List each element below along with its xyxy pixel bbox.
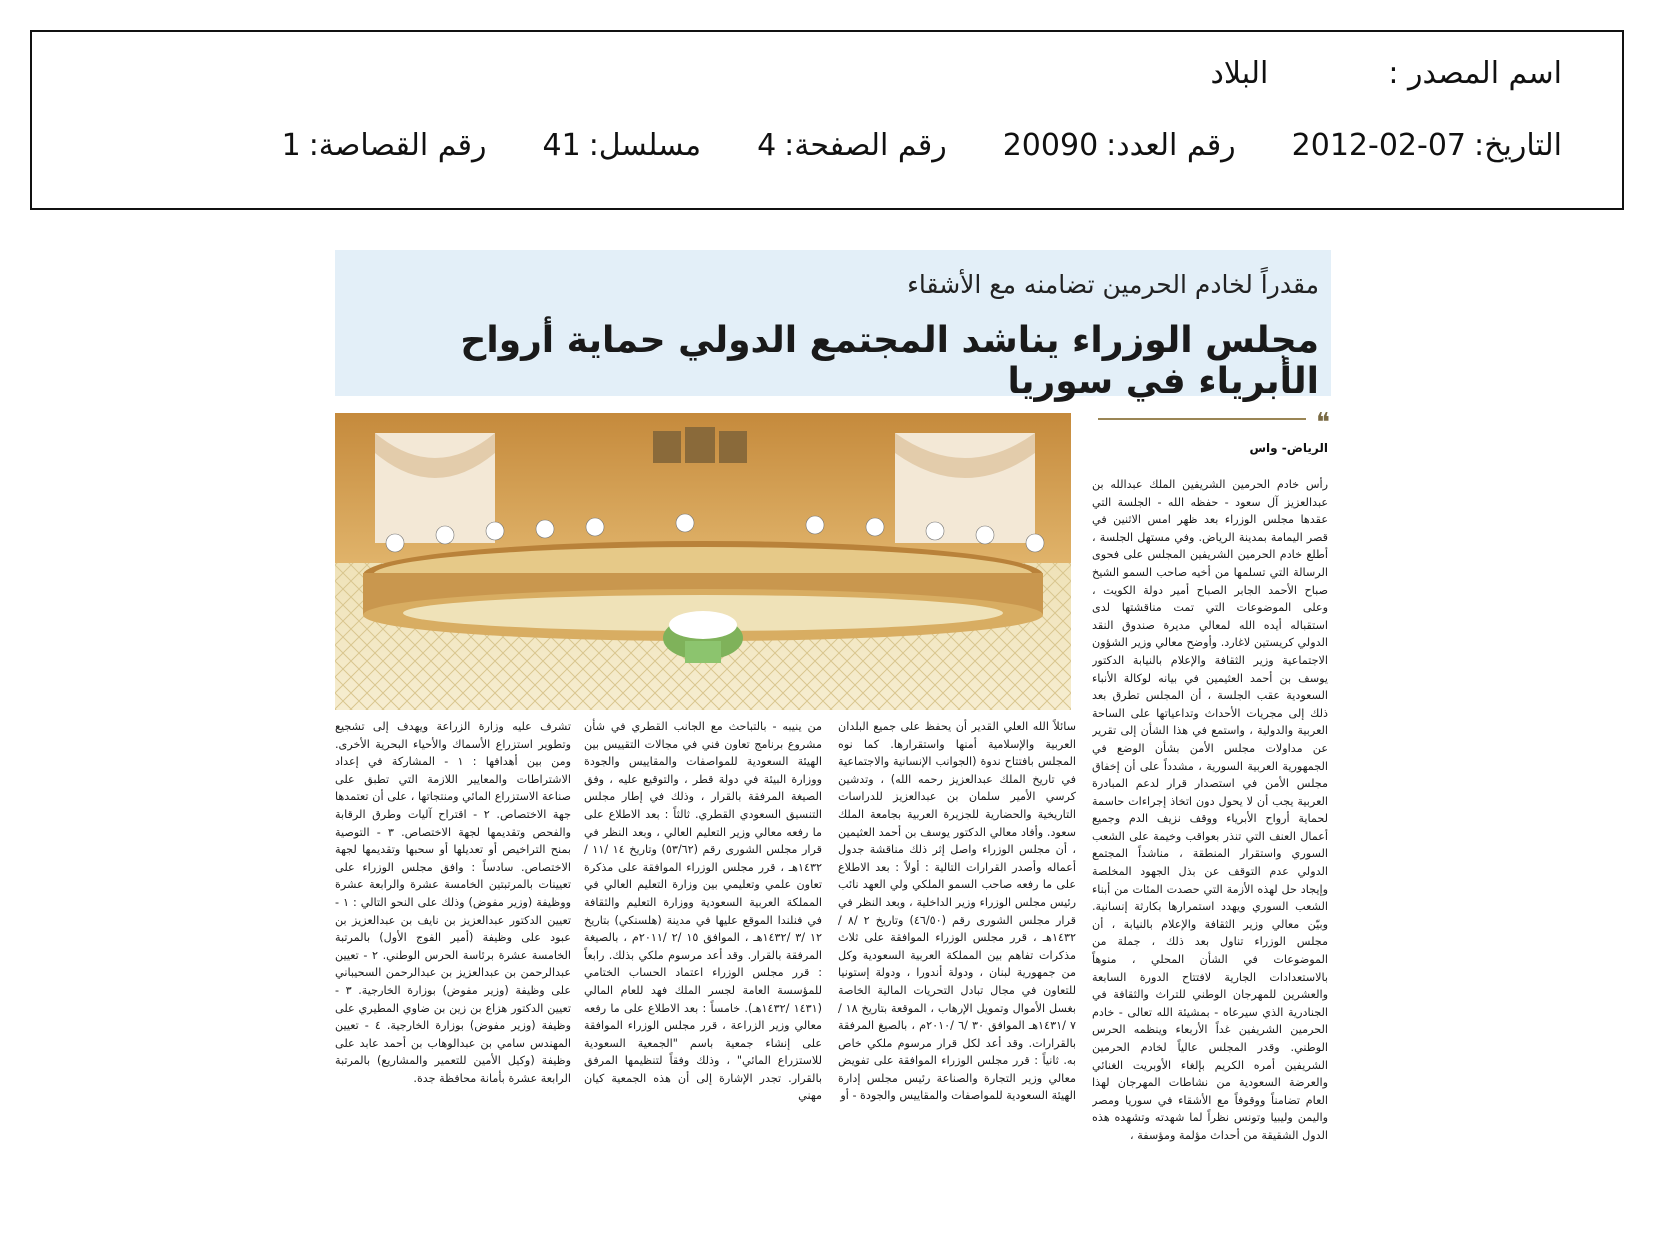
headline-banner — [335, 250, 1331, 402]
column-3-text: من ينيبه - بالتباحث مع الجانب القطري في شأن مشروع برنامج تعاون فني في مجالات التقييس بين الهيئة السعودية للمواصفات والمقاييس والجودة ووزارة البيئة في دولة قطر ، والتوقيع عليه ، وفق الصيغة المرفقة بالقرار ، وذلك في إطار مجلس التنسيق السعودي القطري. ثالثاً : بعد الاطلاع على ما رفعه معالي وزير التعليم العالي ، وبعد النظر في قرار مجلس الشورى رقم (٥٣/٦٢) وتاريخ ١٤ /١١ /١٤٣٢هـ ، قرر مجلس الوزراء الموافقة على مذكرة تعاون علمي وتعليمي بين وزارة التعليم العالي في المملكة العربية السعودية ووزارة التعليم والثقافة في فنلندا الموقع عليها في مدينة (هلسنكي) بتاريخ ١٢ /٣ /١٤٣٢هـ ، الموافق ١٥ /٢ /٢٠١١م ، بالصيغة المرفقة بالقرار. وقد أعد مرسوم ملكي بذلك. رابعاً : قرر مجلس الوزراء اعتماد الحساب الختامي للمؤسسة العامة لجسر الملك فهد للعام المالي (١٤٣١ /١٤٣٢هـ). خامساً : بعد الاطلاع على ما رفعه معالي وزير الزراعة ، قرر مجلس الوزراء الموافقة على إنشاء جمعية باسم "الجمعية السعودية للاستزراع المائي" ، وذلك وفقاً لتنظيمها المرفق بالقرار. تجدر الإشارة إلى أن هذه الجمعية كيان مهني — [584, 720, 822, 1103]
issue-field — [1003, 128, 1236, 163]
article-column-3 — [584, 718, 822, 1228]
column-4-text: تشرف عليه وزارة الزراعة ويهدف إلى تشجيع وتطوير استزراع الأسماك والأحياء البحرية الأخرى. ومن بين أهدافها : ١ - المشاركة في إعداد الاشتراطات والمعايير اللازمة التي تطبق على صناعة الاستزراع المائي ومنتجاتها ، على أن تعتمدها جهة الاختصاص. ٢ - اقتراح آليات وطرق الرقابة والفحص وتقديمها لجهة الاختصاص. ٣ - التوصية بمنح التراخيص أو تعديلها أو سحبها وتقديمها لجهة الاختصاص. سادساً : وافق مجلس الوزراء على تعيينات بالمرتبتين الخامسة عشرة والرابعة عشرة ووظيفة (وزير مفوض) وذلك على النحو التالي : ١ - تعيين الدكتور عبدالعزيز بن نايف بن عبدالعزيز بن عبود على وظيفة (أمير الفوج الأول) بالمرتبة الخامسة عشرة برئاسة الحرس الوطني. ٢ - تعيين عبدالرحمن بن عبدالعزيز بن عبدالرحمن السحيباني على وظيفة (وزير مفوض) بوزارة الخارجية. ٣ - تعيين الدكتور هزاع بن زين بن ضاوي المطيري على وظيفة (وزير مفوض) بوزارة الخارجية. ٤ - تعيين المهندس سامي بن عبدالوهاب بن أحمد عابد على وظيفة (وكيل الأمين للتعمير والمشاريع) بالمرتبة الرابعة عشرة بأمانة محافظة جدة. — [335, 720, 571, 1085]
source-row — [1211, 56, 1562, 91]
cabinet-meeting-photo — [335, 413, 1071, 710]
page-field — [757, 128, 947, 163]
serial-label: مسلسل: — [588, 128, 702, 163]
article-dateline: الرياض- واس — [1249, 441, 1328, 455]
clip-value: 1 — [281, 128, 301, 163]
clip-label: رقم القصاصة: — [308, 128, 487, 163]
issue-label: رقم العدد: — [1106, 128, 1236, 163]
date-field — [1292, 128, 1562, 163]
date-label: التاريخ: — [1474, 128, 1562, 163]
issue-value: 20090 — [1002, 128, 1099, 163]
clipping-metadata-box — [30, 30, 1624, 210]
column-1-text: رأس خادم الحرمين الشريفين الملك عبدالله بن عبدالعزيز آل سعود - حفظه الله - الجلسة التي عقدها مجلس الوزراء بعد ظهر امس الاثنين في قصر اليمامة بمدينة الرياض. وفي مستهل الجلسة ، أطلع خادم الحرمين الشريفين المجلس على فحوى الرسالة التي تسلمها من أخيه صاحب السمو الشيخ صباح الأحمد الجابر الصباح أمير دولة الكويت ، وعلى الموضوعات التي تمت مناقشتها لدى استقباله أيده الله لمعالي مديرة صندوق النقد الدولي كريستين لاغارد. وأوضح معالي وزير الشؤون الاجتماعية وزير الثقافة والإعلام بالنيابة الدكتور يوسف بن أحمد العثيمين في بيانه لوكالة الأنباء السعودية عقب الجلسة ، أن المجلس تطرق بعد ذلك إلى مجريات الأحداث وتداعياتها على الساحة العربية والدولية ، واستمع في هذا الشأن إلى تقرير عن مداولات مجلس الأمن بشأن الوضع في الجمهورية العربية السورية ، مشدداً على أن إخفاق مجلس الأمن في استصدار قرار لدعم المبادرة العربية يجب أن لا يحول دون اتخاذ إجراءات حاسمة لحماية أرواح الأبرياء ووقف نزيف الدم وجميع أعمال العنف التي تنذر بعواقب وخيمة على الشعب السوري واستقرار المنطقة ، مناشداً المجتمع الدولي عدم التوقف عن بذل الجهود المخلصة وإيجاد حل لهذه الأزمة التي حصدت المئات من أبناء الشعب السوري ويهدد استمرارها بكارثة إنسانية. وبيّن معالي وزير الثقافة والإعلام بالنيابة ، أن مجلس الوزراء تناول بعد ذلك ، جملة من الموضوعات في الشأن المحلي ، منوهاً بالاستعدادات الجارية لافتتاح الدورة السابعة والعشرين للمهرجان الوطني للتراث والثقافة في الجنادرية الذي سيرعاه - بمشيئة الله تعالى - خادم الحرمين الشريفين غداً الأربعاء وينظمه الحرس الوطني. وقدر المجلس عالياً لخادم الحرمين الشريفين أمره الكريم بإلغاء الأوبريت الغنائي والعرضة السعودية من نشاطات المهرجان لهذا العام تضامناً ووقوفاً مع الأشقاء في سوريا ومصر واليمن وليبيا وتونس نظراً لما شهدته وتشهده هذه الدول الشقيقة من أحداث مؤلمة ومؤسفة ، — [1092, 478, 1328, 1142]
page-value: 4 — [757, 128, 777, 163]
article-column-4 — [335, 718, 571, 1228]
source-label: اسم المصدر : — [1388, 56, 1562, 91]
page-label: رقم الصفحة: — [784, 128, 947, 163]
column-2-text: سائلاً الله العلي القدير أن يحفظ على جميع البلدان العربية والإسلامية أمنها واستقرارها. كما نوه المجلس بافتتاح ندوة (الجوانب الإنسانية والاجتماعية في تاريخ الملك عبدالعزيز رحمه الله) ، وتدشين كرسي الأمير سلمان بن عبدالعزيز للدراسات التاريخية والحضارية للجزيرة العربية بجامعة الملك سعود. وأفاد معالي الدكتور يوسف بن أحمد العثيمين ، أن مجلس الوزراء واصل إثر ذلك مناقشة جدول أعماله وأصدر القرارات التالية : أولاً : بعد الاطلاع على ما رفعه صاحب السمو الملكي ولي العهد نائب رئيس مجلس الوزراء وزير الداخلية ، وبعد النظر في قرار مجلس الشورى رقم (٤٦/٥٠) وتاريخ ٢ /٨ /١٤٣٢هـ ، قرر مجلس الوزراء الموافقة على ثلاث مذكرات تفاهم بين المملكة العربية السعودية وكل من جمهورية لبنان ، ودولة أندورا ، ودولة إستونيا للتعاون في مجال تبادل التحريات المالية الخاصة بغسل الأموال وتمويل الإرهاب ، الموقعة بتاريخ ١٨ /٧ /١٤٣١هـ الموافق ٣٠ /٦ /٢٠١٠م ، بالصيغ المرفقة بالقرارات. وقد أعد لكل قرار مرسوم ملكي خاص به. ثانياً : قرر مجلس الوزراء الموافقة على تفويض معالي وزير التجارة والصناعة رئيس مجلس إدارة الهيئة السعودية للمواصفات والمقاييس والجودة - أو — [838, 720, 1076, 1103]
quote-divider — [1098, 418, 1306, 420]
article-column-1 — [1092, 476, 1328, 1228]
article-column-2 — [838, 718, 1076, 1228]
details-row — [226, 128, 1562, 163]
clip-field — [282, 128, 487, 163]
date-value: 2012-02-07 — [1291, 128, 1467, 163]
source-value: البلاد — [1210, 56, 1269, 91]
article-headline: مجلس الوزراء يناشد المجتمع الدولي حماية أرواح الأبرياء في سوريا — [460, 320, 1319, 402]
quote-icon: ❝ — [1316, 408, 1330, 438]
article-subheadline: مقدراً لخادم الحرمين تضامنه مع الأشقاء — [907, 270, 1319, 299]
serial-field — [543, 128, 702, 163]
serial-value: 41 — [542, 128, 581, 163]
